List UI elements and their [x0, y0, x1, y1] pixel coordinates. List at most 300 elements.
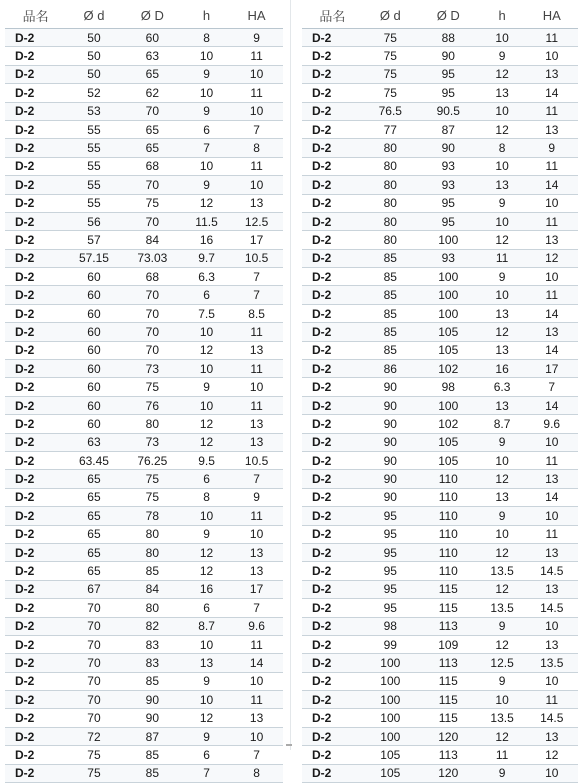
cell-product-name: D-2: [302, 139, 363, 157]
cell-product-name: D-2: [5, 654, 66, 672]
cell-product-name: D-2: [302, 249, 363, 267]
cell-height: 13: [479, 84, 526, 102]
cell-outer-diameter: 63: [122, 47, 183, 65]
cell-inner-diameter: 70: [66, 599, 122, 617]
table-row: [5, 470, 283, 488]
cell-product-name: D-2: [302, 451, 363, 469]
cell-height: 12: [183, 194, 230, 212]
cell-height: 9: [183, 176, 230, 194]
cell-height: 6: [183, 599, 230, 617]
header-height: h: [479, 2, 526, 29]
cell-outer-diameter: 60: [122, 29, 183, 47]
table-row: [5, 378, 283, 396]
cell-height: 8: [479, 139, 526, 157]
header-inner-diameter: Ø d: [363, 2, 418, 29]
cell-height: 12: [183, 543, 230, 561]
table-row: [302, 378, 578, 396]
cell-ha: 13: [230, 562, 283, 580]
cell-height: 10: [183, 47, 230, 65]
cell-product-name: D-2: [5, 231, 66, 249]
cell-height: 6: [183, 470, 230, 488]
right-table-body: [302, 29, 578, 783]
cell-ha: 10: [526, 433, 578, 451]
cell-product-name: D-2: [5, 451, 66, 469]
cell-outer-diameter: 93: [418, 249, 479, 267]
cell-outer-diameter: 65: [122, 139, 183, 157]
cell-outer-diameter: 102: [418, 360, 479, 378]
header-height: h: [183, 2, 230, 29]
cell-ha: 14.5: [526, 599, 578, 617]
cell-outer-diameter: 65: [122, 65, 183, 83]
table-row: [5, 727, 283, 745]
cell-product-name: D-2: [5, 139, 66, 157]
table-row: [5, 65, 283, 83]
cell-height: 11: [479, 249, 526, 267]
cell-ha: 10: [230, 672, 283, 690]
cell-outer-diameter: 87: [122, 727, 183, 745]
cell-ha: 7: [526, 378, 578, 396]
cell-outer-diameter: 120: [418, 727, 479, 745]
cell-outer-diameter: 80: [122, 599, 183, 617]
header-outer-diameter: Ø D: [418, 2, 479, 29]
cell-height: 13: [479, 488, 526, 506]
cell-height: 10: [479, 286, 526, 304]
cell-height: 10: [183, 507, 230, 525]
cell-ha: 7: [230, 268, 283, 286]
cell-height: 10: [183, 323, 230, 341]
table-row: [5, 29, 283, 47]
cell-product-name: D-2: [5, 507, 66, 525]
cell-inner-diameter: 95: [363, 507, 418, 525]
cell-inner-diameter: 75: [66, 746, 122, 764]
cell-height: 7: [183, 764, 230, 782]
cell-product-name: D-2: [302, 341, 363, 359]
table-row: [302, 415, 578, 433]
cell-ha: 13: [526, 120, 578, 138]
header-ha: HA: [526, 2, 578, 29]
cell-outer-diameter: 100: [418, 231, 479, 249]
cell-height: 12.5: [479, 654, 526, 672]
cell-inner-diameter: 75: [363, 47, 418, 65]
cell-ha: 13: [230, 543, 283, 561]
cell-outer-diameter: 70: [122, 304, 183, 322]
table-row: [302, 102, 578, 120]
table-row: [5, 47, 283, 65]
cell-inner-diameter: 63.45: [66, 451, 122, 469]
cell-product-name: D-2: [5, 249, 66, 267]
cell-ha: 11: [526, 451, 578, 469]
right-table-panel: [302, 2, 578, 783]
cell-product-name: D-2: [5, 341, 66, 359]
cell-ha: 10: [526, 764, 578, 782]
table-row: [5, 286, 283, 304]
cell-outer-diameter: 83: [122, 635, 183, 653]
cell-ha: 13: [526, 323, 578, 341]
cell-outer-diameter: 95: [418, 212, 479, 230]
cell-outer-diameter: 110: [418, 488, 479, 506]
cell-inner-diameter: 56: [66, 212, 122, 230]
cell-outer-diameter: 84: [122, 580, 183, 598]
cell-inner-diameter: 60: [66, 286, 122, 304]
cell-height: 13.5: [479, 562, 526, 580]
table-row: [302, 304, 578, 322]
cell-product-name: D-2: [5, 617, 66, 635]
cell-ha: 11: [526, 525, 578, 543]
cell-height: 9: [183, 65, 230, 83]
cell-ha: 8: [230, 139, 283, 157]
header-product-name: 品名: [5, 2, 66, 29]
cell-height: 9.5: [183, 451, 230, 469]
header-product-name: 品名: [302, 2, 363, 29]
table-row: [5, 84, 283, 102]
cell-ha: 10: [526, 507, 578, 525]
header-row: [5, 2, 283, 29]
cell-ha: 11: [526, 212, 578, 230]
table-row: [302, 29, 578, 47]
cell-ha: 10: [230, 727, 283, 745]
cell-height: 10: [479, 29, 526, 47]
table-row: [5, 691, 283, 709]
cell-inner-diameter: 85: [363, 304, 418, 322]
cell-inner-diameter: 70: [66, 635, 122, 653]
cell-ha: 9.6: [230, 617, 283, 635]
cell-ha: 11: [230, 507, 283, 525]
cell-inner-diameter: 85: [363, 249, 418, 267]
cell-product-name: D-2: [5, 286, 66, 304]
table-row: [5, 672, 283, 690]
cell-ha: 8: [230, 764, 283, 782]
cell-product-name: D-2: [5, 580, 66, 598]
cell-product-name: D-2: [5, 378, 66, 396]
cell-ha: 10: [230, 102, 283, 120]
cell-height: 10: [479, 102, 526, 120]
table-row: [302, 746, 578, 764]
cell-product-name: D-2: [5, 543, 66, 561]
cell-product-name: D-2: [302, 286, 363, 304]
cell-product-name: D-2: [302, 84, 363, 102]
cell-outer-diameter: 115: [418, 599, 479, 617]
cell-ha: 14: [526, 84, 578, 102]
cell-outer-diameter: 85: [122, 672, 183, 690]
cell-product-name: D-2: [302, 65, 363, 83]
cell-height: 7: [183, 139, 230, 157]
cell-height: 13: [183, 654, 230, 672]
cell-inner-diameter: 60: [66, 323, 122, 341]
table-row: [5, 415, 283, 433]
cell-ha: 13: [526, 543, 578, 561]
cell-ha: 11: [526, 691, 578, 709]
cell-product-name: D-2: [5, 635, 66, 653]
cell-product-name: D-2: [302, 231, 363, 249]
cell-inner-diameter: 75: [363, 65, 418, 83]
cell-height: 12: [479, 543, 526, 561]
cell-inner-diameter: 100: [363, 691, 418, 709]
cell-height: 16: [183, 231, 230, 249]
cell-product-name: D-2: [5, 691, 66, 709]
cell-height: 9: [479, 268, 526, 286]
cell-product-name: D-2: [302, 415, 363, 433]
cell-height: 10: [479, 691, 526, 709]
cell-product-name: D-2: [5, 525, 66, 543]
cell-height: 6.3: [183, 268, 230, 286]
cell-outer-diameter: 70: [122, 341, 183, 359]
table-row: [302, 47, 578, 65]
cell-product-name: D-2: [302, 194, 363, 212]
cell-outer-diameter: 113: [418, 746, 479, 764]
cell-ha: 7: [230, 120, 283, 138]
cell-inner-diameter: 60: [66, 415, 122, 433]
cell-ha: 10: [526, 47, 578, 65]
cell-height: 8.7: [183, 617, 230, 635]
cell-outer-diameter: 105: [418, 433, 479, 451]
cell-ha: 7: [230, 470, 283, 488]
cell-ha: 11: [230, 360, 283, 378]
table-row: [302, 360, 578, 378]
cell-product-name: D-2: [5, 304, 66, 322]
cell-inner-diameter: 53: [66, 102, 122, 120]
cell-product-name: D-2: [5, 268, 66, 286]
cell-product-name: D-2: [302, 507, 363, 525]
cell-outer-diameter: 73: [122, 433, 183, 451]
cell-product-name: D-2: [302, 120, 363, 138]
cell-product-name: D-2: [302, 672, 363, 690]
cell-inner-diameter: 85: [363, 286, 418, 304]
cell-product-name: D-2: [302, 580, 363, 598]
cell-outer-diameter: 113: [418, 617, 479, 635]
cell-outer-diameter: 85: [122, 562, 183, 580]
table-row: [302, 599, 578, 617]
table-row: [302, 120, 578, 138]
table-row: [5, 194, 283, 212]
cell-inner-diameter: 60: [66, 268, 122, 286]
table-row: [302, 286, 578, 304]
cell-inner-diameter: 75: [66, 764, 122, 782]
cell-height: 9.7: [183, 249, 230, 267]
table-row: [302, 580, 578, 598]
cell-ha: 12: [526, 249, 578, 267]
cell-ha: 10: [526, 268, 578, 286]
cell-inner-diameter: 50: [66, 47, 122, 65]
cell-outer-diameter: 87: [418, 120, 479, 138]
cell-outer-diameter: 100: [418, 396, 479, 414]
cell-ha: 11: [230, 635, 283, 653]
table-row: [5, 176, 283, 194]
cell-outer-diameter: 70: [122, 176, 183, 194]
table-row: [302, 470, 578, 488]
table-row: [5, 360, 283, 378]
cell-inner-diameter: 60: [66, 396, 122, 414]
cell-product-name: D-2: [302, 323, 363, 341]
cell-outer-diameter: 68: [122, 157, 183, 175]
cell-height: 10: [183, 84, 230, 102]
cell-product-name: D-2: [302, 470, 363, 488]
table-row: [302, 488, 578, 506]
cell-product-name: D-2: [5, 672, 66, 690]
table-row: [302, 543, 578, 561]
cell-product-name: D-2: [302, 304, 363, 322]
table-row: [302, 139, 578, 157]
cell-ha: 14.5: [526, 562, 578, 580]
cell-product-name: D-2: [302, 102, 363, 120]
cell-outer-diameter: 120: [418, 764, 479, 782]
cell-height: 6: [183, 120, 230, 138]
cell-inner-diameter: 55: [66, 176, 122, 194]
cell-height: 12: [479, 231, 526, 249]
cell-inner-diameter: 50: [66, 29, 122, 47]
table-row: [5, 764, 283, 782]
cell-product-name: D-2: [5, 212, 66, 230]
cell-outer-diameter: 83: [122, 654, 183, 672]
cell-height: 12: [183, 433, 230, 451]
cell-inner-diameter: 80: [363, 139, 418, 157]
cell-product-name: D-2: [302, 746, 363, 764]
cell-outer-diameter: 73: [122, 360, 183, 378]
cell-inner-diameter: 70: [66, 709, 122, 727]
cell-product-name: D-2: [5, 65, 66, 83]
cell-inner-diameter: 85: [363, 268, 418, 286]
cell-ha: 11: [230, 396, 283, 414]
table-row: [5, 268, 283, 286]
cell-inner-diameter: 65: [66, 543, 122, 561]
cell-height: 12: [183, 562, 230, 580]
table-row: [5, 488, 283, 506]
cell-outer-diameter: 100: [418, 304, 479, 322]
cell-inner-diameter: 100: [363, 709, 418, 727]
cell-inner-diameter: 60: [66, 304, 122, 322]
cell-ha: 14: [230, 654, 283, 672]
cell-inner-diameter: 65: [66, 562, 122, 580]
cell-ha: 17: [526, 360, 578, 378]
header-inner-diameter: Ø d: [66, 2, 122, 29]
cell-product-name: D-2: [5, 433, 66, 451]
cell-product-name: D-2: [5, 488, 66, 506]
seal-size-table-left: [5, 2, 283, 783]
cell-outer-diameter: 93: [418, 157, 479, 175]
cell-product-name: D-2: [5, 470, 66, 488]
cell-inner-diameter: 65: [66, 525, 122, 543]
cell-inner-diameter: 95: [363, 580, 418, 598]
cell-ha: 13: [230, 433, 283, 451]
table-row: [5, 617, 283, 635]
cell-product-name: D-2: [5, 120, 66, 138]
cell-product-name: D-2: [5, 599, 66, 617]
cell-height: 16: [479, 360, 526, 378]
left-table-body: [5, 29, 283, 783]
table-row: [302, 194, 578, 212]
cell-ha: 10: [526, 617, 578, 635]
cell-outer-diameter: 75: [122, 488, 183, 506]
cell-ha: 11: [230, 84, 283, 102]
cell-outer-diameter: 110: [418, 562, 479, 580]
cell-height: 12: [479, 470, 526, 488]
cell-ha: 9.6: [526, 415, 578, 433]
table-row: [5, 139, 283, 157]
table-row: [302, 764, 578, 782]
cell-ha: 10.5: [230, 451, 283, 469]
cell-outer-diameter: 65: [122, 120, 183, 138]
cell-ha: 7: [230, 746, 283, 764]
cell-height: 10: [183, 691, 230, 709]
cell-inner-diameter: 77: [363, 120, 418, 138]
cell-ha: 11: [230, 691, 283, 709]
cell-product-name: D-2: [302, 47, 363, 65]
cell-outer-diameter: 115: [418, 672, 479, 690]
cell-product-name: D-2: [5, 323, 66, 341]
cell-ha: 10: [526, 194, 578, 212]
cell-inner-diameter: 60: [66, 378, 122, 396]
cell-outer-diameter: 90: [418, 139, 479, 157]
cell-ha: 13: [230, 415, 283, 433]
table-row: [5, 157, 283, 175]
cell-product-name: D-2: [302, 617, 363, 635]
cell-outer-diameter: 62: [122, 84, 183, 102]
cell-product-name: D-2: [302, 709, 363, 727]
cell-outer-diameter: 73.03: [122, 249, 183, 267]
cell-outer-diameter: 110: [418, 507, 479, 525]
cell-ha: 11: [526, 29, 578, 47]
cell-inner-diameter: 95: [363, 599, 418, 617]
cell-inner-diameter: 100: [363, 727, 418, 745]
table-row: [5, 562, 283, 580]
cell-outer-diameter: 90: [122, 691, 183, 709]
cell-outer-diameter: 115: [418, 580, 479, 598]
cell-height: 12: [479, 323, 526, 341]
cell-height: 12: [479, 635, 526, 653]
cell-product-name: D-2: [5, 746, 66, 764]
table-row: [302, 396, 578, 414]
table-row: [5, 212, 283, 230]
cell-ha: 14: [526, 396, 578, 414]
cell-inner-diameter: 65: [66, 488, 122, 506]
header-row: [302, 2, 578, 29]
cell-ha: 11: [230, 157, 283, 175]
cell-height: 12: [479, 727, 526, 745]
cell-inner-diameter: 52: [66, 84, 122, 102]
cell-outer-diameter: 90: [418, 47, 479, 65]
cell-product-name: D-2: [302, 29, 363, 47]
table-row: [302, 672, 578, 690]
cell-outer-diameter: 113: [418, 654, 479, 672]
cell-height: 13.5: [479, 599, 526, 617]
table-row: [5, 507, 283, 525]
cell-ha: 13.5: [526, 654, 578, 672]
cell-outer-diameter: 75: [122, 378, 183, 396]
cell-product-name: D-2: [302, 433, 363, 451]
cell-inner-diameter: 90: [363, 396, 418, 414]
cell-inner-diameter: 99: [363, 635, 418, 653]
cell-product-name: D-2: [302, 360, 363, 378]
cell-outer-diameter: 80: [122, 543, 183, 561]
table-row: [5, 599, 283, 617]
cell-outer-diameter: 88: [418, 29, 479, 47]
cell-height: 12: [479, 120, 526, 138]
table-row: [5, 746, 283, 764]
cell-height: 9: [183, 672, 230, 690]
table-row: [5, 249, 283, 267]
cell-ha: 13: [230, 709, 283, 727]
cell-inner-diameter: 80: [363, 194, 418, 212]
cell-outer-diameter: 76.25: [122, 451, 183, 469]
cell-ha: 11: [230, 323, 283, 341]
table-row: [5, 341, 283, 359]
cell-ha: 9: [526, 139, 578, 157]
cell-height: 9: [183, 727, 230, 745]
table-row: [302, 727, 578, 745]
cell-outer-diameter: 70: [122, 102, 183, 120]
cell-outer-diameter: 95: [418, 84, 479, 102]
cell-inner-diameter: 86: [363, 360, 418, 378]
cell-product-name: D-2: [5, 415, 66, 433]
